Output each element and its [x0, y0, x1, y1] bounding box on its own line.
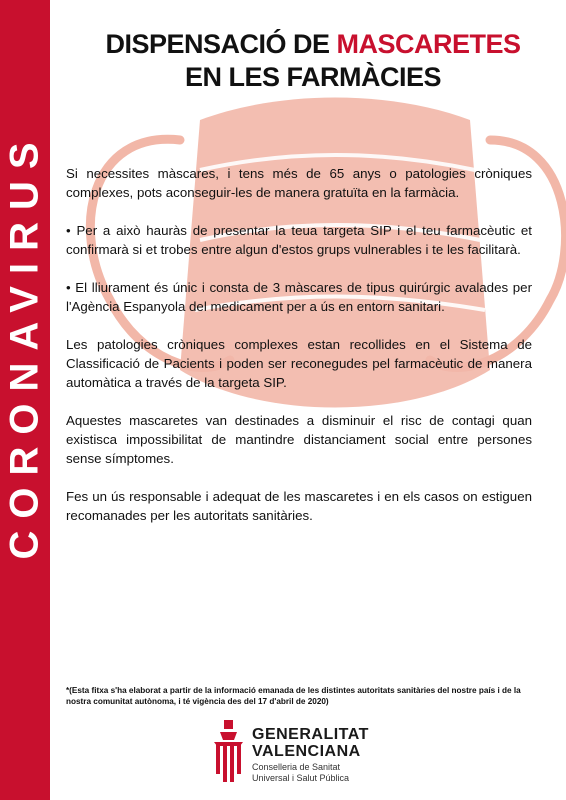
paragraph-5: Aquestes mascaretes van destinades a disminuir el risc de contagi quan existisca impossibilitat de mantindre distanciament social entre persones sense símptomes.	[66, 413, 532, 466]
logo-department	[252, 762, 349, 784]
generalitat-emblem-icon	[210, 718, 246, 790]
generalitat-logo	[210, 718, 410, 790]
title-line1-pre: DISPENSACIÓ DE	[105, 29, 337, 59]
paragraph-4: Les patologies cròniques complexes estan recollides en el Sistema de Classificació de Pacients i poden ser reconegudes pel farmacèutic de manera automàtica a través de la targeta SIP.	[66, 337, 532, 390]
logo-organization	[252, 726, 369, 760]
paragraph-1: Si necessites màscares, i tens més de 65 anys o patologies cròniques complexes, pots aconseguir-les de manera gratuïta en la farmàcia.	[66, 166, 532, 200]
logo-org-line2: VALENCIANA	[252, 743, 361, 760]
paragraph-2: • Per a això hauràs de presentar la teua targeta SIP i el teu farmacèutic et confirmarà si et trobes entre algun d'estos grups vulnerables i te les facilitarà.	[66, 223, 532, 257]
title-accent: MASCARETES	[336, 29, 521, 59]
footnote: *(Esta fitxa s'ha elaborat a partir de la informació emanada de les distintes autoritats sanitàries del nostre país i de la nostra comunitat autònoma, i té vigència des del 17 d'abril de 2020)	[66, 686, 521, 706]
paragraph-3: • El lliurament és únic i consta de 3 màscares de tipus quirúrgic avalades per l'Agència Espanyola del medicament per a ús en entorn sanitari.	[66, 280, 532, 314]
page-title	[60, 28, 566, 94]
sidebar-title: CORONAVIRUS	[2, 130, 47, 560]
logo-org-line1: GENERALITAT	[252, 726, 369, 743]
sidebar-band	[0, 0, 50, 800]
title-line2: EN LES FARMÀCIES	[184, 62, 442, 92]
paragraph-6: Fes un ús responsable i adequat de les mascaretes i en els casos on estiguen recomanades per les autoritats sanitàries.	[66, 489, 532, 523]
logo-dept-line2: Universal i Salut Pública	[252, 773, 350, 783]
logo-dept-line1: Conselleria de Sanitat	[252, 762, 341, 772]
body-text	[66, 164, 532, 544]
